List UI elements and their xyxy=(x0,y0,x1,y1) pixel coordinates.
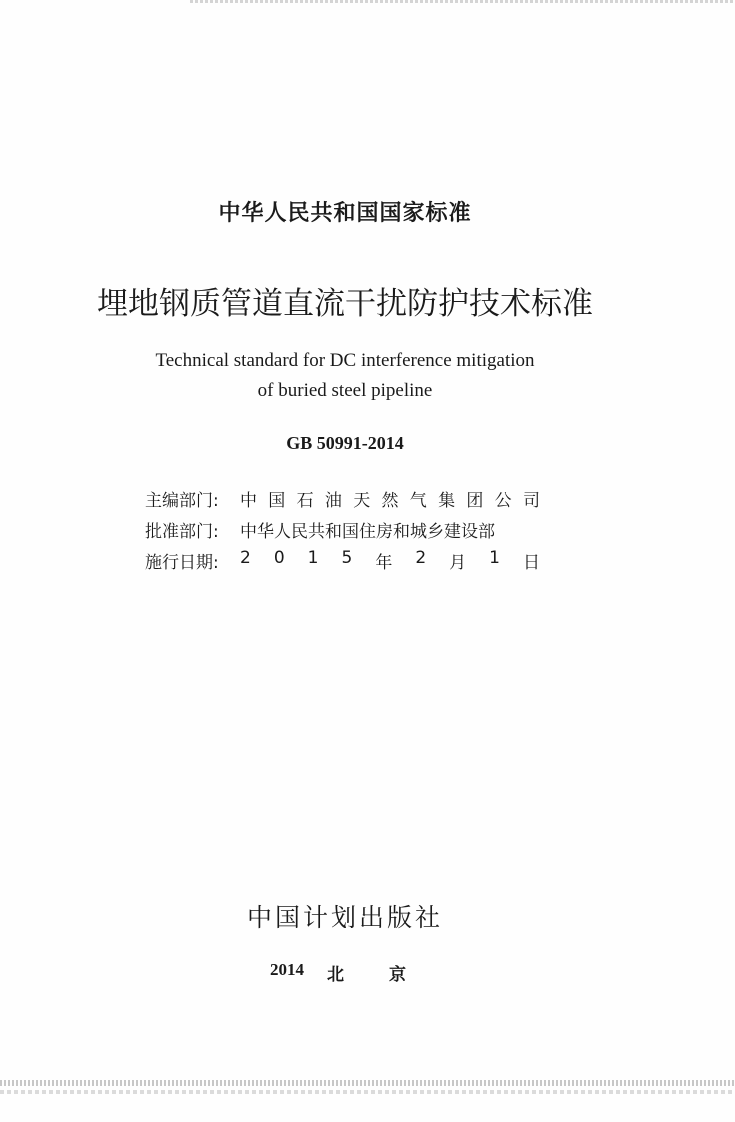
date-char: 1 xyxy=(489,548,500,568)
date-char: 年 xyxy=(375,553,393,573)
editor-row xyxy=(145,486,565,510)
date-char: 2 xyxy=(415,548,427,568)
date-char: 日 xyxy=(522,553,540,573)
editor-char: 然 xyxy=(381,491,399,511)
editor-label: 主编部门: xyxy=(145,491,219,511)
editor-char: 集 xyxy=(438,491,456,511)
editor-char: 石 xyxy=(296,491,314,511)
series-title: 中华人民共和国国家标准 xyxy=(218,201,472,226)
editor-char: 中 xyxy=(240,491,257,511)
approver-row xyxy=(145,517,565,541)
approver-value: 中华人民共和国住房和城乡建设部 xyxy=(240,522,495,542)
date-char: 2 xyxy=(240,548,251,568)
publish-city-char: 京 xyxy=(389,965,406,985)
editor-char: 气 xyxy=(409,491,427,511)
date-char: 1 xyxy=(307,548,319,568)
date-char: 0 xyxy=(273,548,285,568)
editor-char: 司 xyxy=(522,491,540,511)
scan-edge-bottom-2 xyxy=(0,1090,735,1094)
publish-city-char: 北 xyxy=(327,965,344,985)
editor-char: 国 xyxy=(268,491,286,511)
scan-edge-top xyxy=(190,0,735,3)
approver-label: 批准部门: xyxy=(145,522,219,542)
english-title-line-1: Technical standard for DC interference mitigation xyxy=(155,350,535,371)
editor-char: 团 xyxy=(466,491,484,511)
editor-char: 油 xyxy=(324,491,342,511)
effective-date-value xyxy=(240,548,540,573)
date-char: 月 xyxy=(449,553,467,573)
english-title-line-2: of buried steel pipeline xyxy=(257,380,433,401)
effective-date-row xyxy=(145,548,565,572)
publisher-name: 中国计划出版社 xyxy=(246,903,443,932)
scan-edge-bottom xyxy=(0,1080,735,1086)
publish-year: 2014 xyxy=(270,960,304,979)
editor-char: 天 xyxy=(353,491,371,511)
standard-number: GB 50991-2014 xyxy=(286,433,404,453)
effective-date-label: 施行日期: xyxy=(145,553,219,573)
date-char: 5 xyxy=(341,548,353,568)
editor-char: 公 xyxy=(494,491,512,511)
editor-value xyxy=(240,486,540,511)
chinese-title: 埋地钢质管道直流干扰防护技术标准 xyxy=(97,286,593,322)
